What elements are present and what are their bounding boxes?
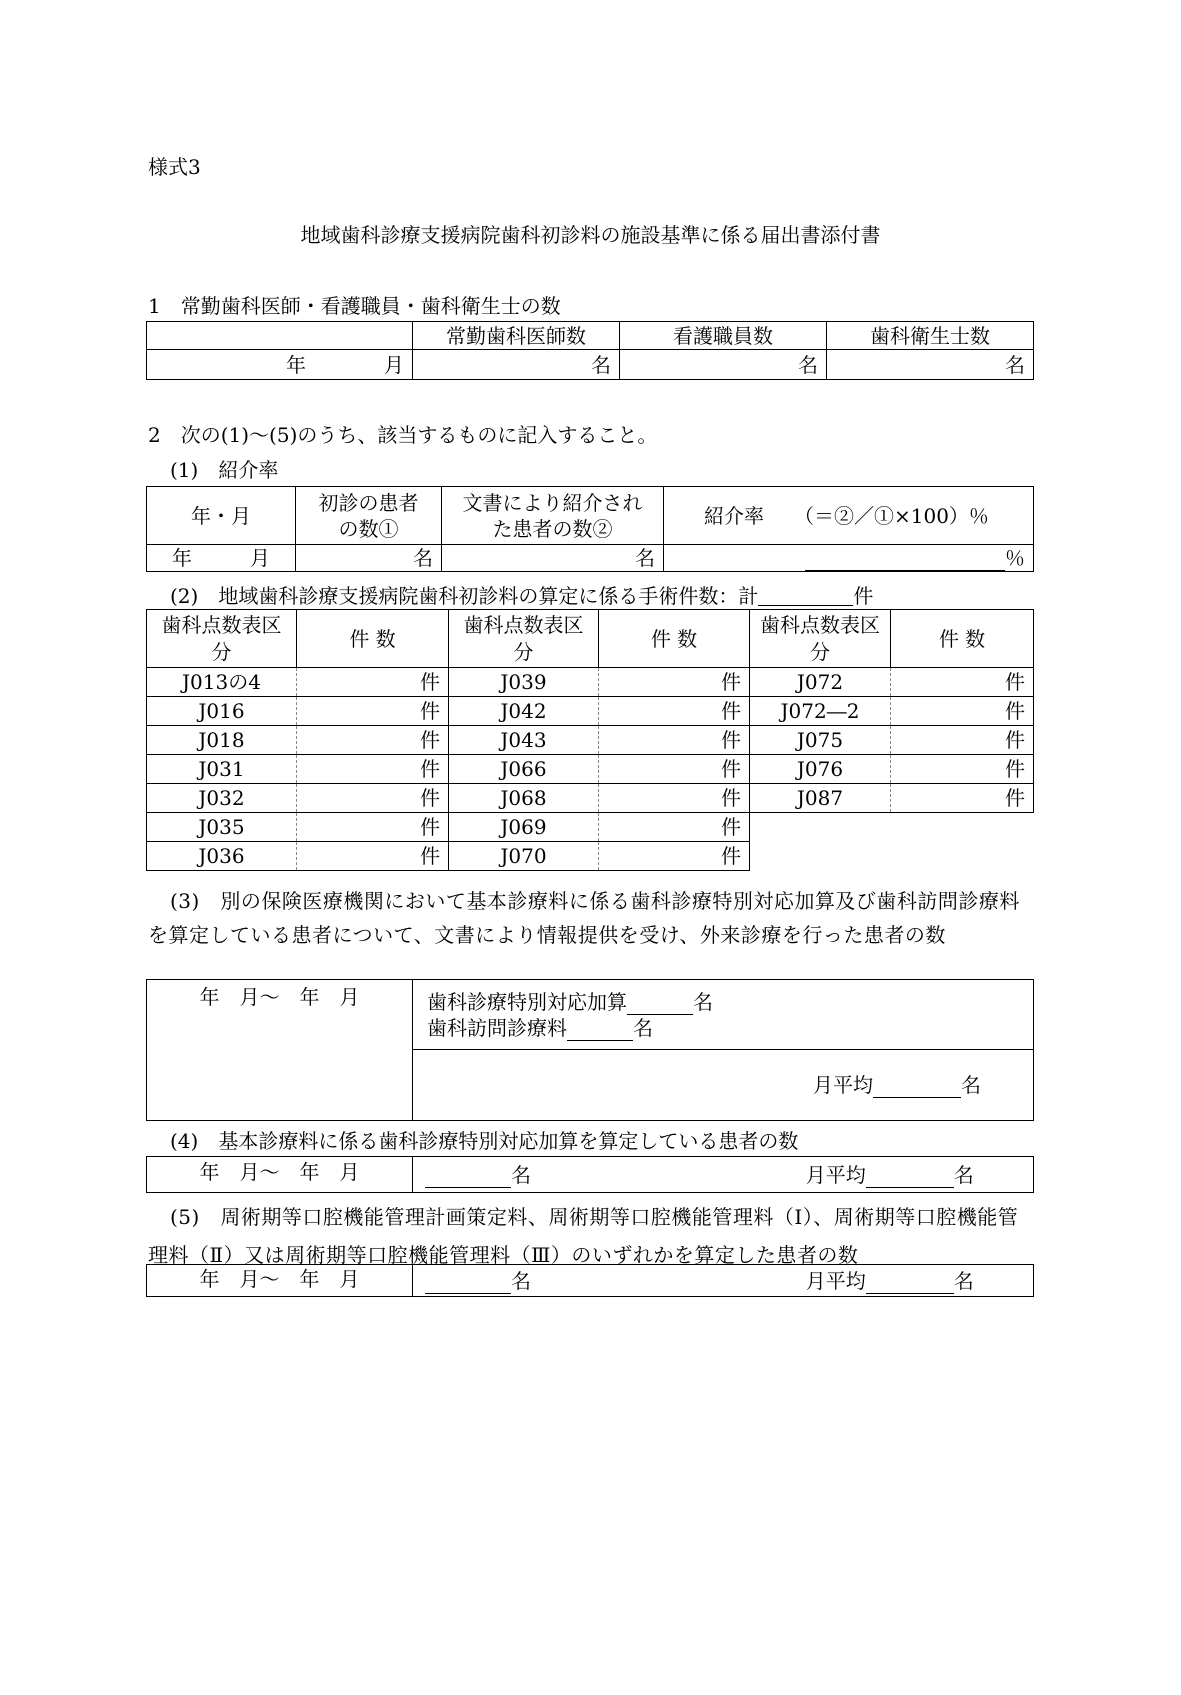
header-count-3: 件 数 xyxy=(891,610,1034,668)
home-visit-line xyxy=(427,1015,1025,1041)
unit-label: 件 xyxy=(420,844,440,868)
unit-label: 名 xyxy=(511,1268,531,1293)
unit-label: 件 xyxy=(420,757,440,781)
hygienists-count-field[interactable] xyxy=(827,350,1034,380)
count-field[interactable] xyxy=(297,842,449,871)
count-field[interactable] xyxy=(297,784,449,813)
count-field[interactable] xyxy=(599,784,750,813)
unit-label: 名 xyxy=(591,352,611,377)
surgery-count-table xyxy=(146,609,1034,871)
count-field[interactable] xyxy=(297,697,449,726)
count-field[interactable] xyxy=(297,726,449,755)
unit-label: 名 xyxy=(961,1073,981,1097)
referred-count-field[interactable] xyxy=(442,545,664,572)
code-cell: J013の4 xyxy=(147,668,297,697)
staff-date-field[interactable] xyxy=(147,350,413,380)
count-field[interactable] xyxy=(599,697,750,726)
unit-label: 件 xyxy=(721,670,741,694)
dentists-count-field[interactable] xyxy=(413,350,620,380)
header-code-3: 歯科点数表区分 xyxy=(750,610,891,668)
code-cell: J069 xyxy=(449,813,599,842)
code-cell: J087 xyxy=(750,784,891,813)
home-visit-label: 歯科訪問診療料 xyxy=(427,1015,567,1040)
code-cell: J042 xyxy=(449,697,599,726)
unit-label: 件 xyxy=(721,757,741,781)
form-number: 様式3 xyxy=(148,155,201,179)
unit-label: 件 xyxy=(1005,670,1025,694)
unit-label: 名 xyxy=(413,546,433,570)
special-care-table xyxy=(146,979,1034,1121)
code-cell: J072 xyxy=(750,668,891,697)
p5-average-blank[interactable] xyxy=(866,1273,954,1294)
code-cell: J039 xyxy=(449,668,599,697)
rate-blank-line xyxy=(805,550,1005,571)
unit-label: 件 xyxy=(1005,786,1025,810)
count-field[interactable] xyxy=(891,697,1034,726)
header-first-visit-patients: 初診の患者の数① xyxy=(296,487,442,545)
empty-cell xyxy=(750,842,1034,871)
code-cell: J072―2 xyxy=(750,697,891,726)
empty-cell xyxy=(750,813,1034,842)
unit-label: 名 xyxy=(693,989,713,1014)
unit-label: 件 xyxy=(721,844,741,868)
p3-period-field[interactable]: 年 月～ 年 月 xyxy=(147,980,413,1121)
p5-period-field[interactable]: 年 月～ 年 月 xyxy=(147,1265,413,1297)
count-field[interactable] xyxy=(891,668,1034,697)
month-label: 月 xyxy=(250,546,270,570)
unit-label: 名 xyxy=(511,1162,531,1187)
p4-period-field[interactable]: 年 月～ 年 月 xyxy=(147,1157,413,1193)
header-referral-rate: 紹介率 （＝②／①×100）％ xyxy=(664,487,1034,545)
count-field[interactable] xyxy=(891,726,1034,755)
code-cell: J076 xyxy=(750,755,891,784)
code-cell: J070 xyxy=(449,842,599,871)
count-field[interactable] xyxy=(297,668,449,697)
count-field[interactable] xyxy=(297,813,449,842)
code-cell: J043 xyxy=(449,726,599,755)
count-field[interactable] xyxy=(297,755,449,784)
monthly-average-label: 月平均 xyxy=(805,1268,866,1293)
unit-label: 件 xyxy=(721,699,741,723)
section1-heading: 1 常勤歯科医師・看護職員・歯科衛生士の数 xyxy=(148,294,561,318)
count-field[interactable] xyxy=(891,755,1034,784)
code-cell: J075 xyxy=(750,726,891,755)
header-referred-patients: 文書により紹介された患者の数② xyxy=(442,487,664,545)
monthly-average-blank[interactable] xyxy=(873,1077,961,1098)
part2-heading-text: (2) 地域歯科診療支援病院歯科初診料の算定に係る手術件数：計 xyxy=(170,584,759,608)
special-care-label: 歯科診療特別対応加算 xyxy=(427,989,627,1014)
unit-label: 件 xyxy=(420,815,440,839)
staff-count-table xyxy=(146,321,1034,380)
unit-label: 件 xyxy=(721,786,741,810)
header-nurses: 看護職員数 xyxy=(620,322,827,350)
total-unit-label: 件 xyxy=(853,584,874,608)
total-blank-line[interactable] xyxy=(758,585,853,606)
document-title: 地域歯科診療支援病院歯科初診料の施設基準に係る届出書添付書 xyxy=(300,223,881,247)
p3-average-field xyxy=(413,1050,1034,1121)
p5-counts-cell xyxy=(413,1265,1034,1297)
referral-date-field[interactable] xyxy=(147,545,296,572)
unit-label: 件 xyxy=(1005,757,1025,781)
header-hygienists: 歯科衛生士数 xyxy=(827,322,1034,350)
p5-count-blank[interactable] xyxy=(425,1273,511,1294)
p4-table xyxy=(146,1156,1034,1193)
unit-label: 件 xyxy=(1005,728,1025,752)
first-visit-count-field[interactable] xyxy=(296,545,442,572)
home-visit-blank[interactable] xyxy=(567,1020,633,1041)
count-field[interactable] xyxy=(599,813,750,842)
header-code-2: 歯科点数表区分 xyxy=(449,610,599,668)
unit-label: 件 xyxy=(420,786,440,810)
unit-label: 名 xyxy=(953,1268,974,1293)
year-label: 年 xyxy=(286,352,306,377)
unit-label: 件 xyxy=(721,815,741,839)
code-cell: J035 xyxy=(147,813,297,842)
unit-label: 件 xyxy=(420,728,440,752)
code-cell: J068 xyxy=(449,784,599,813)
count-field[interactable] xyxy=(599,668,750,697)
part2-heading xyxy=(170,585,873,606)
p4-counts-cell xyxy=(413,1157,1034,1193)
staff-blank-header xyxy=(147,322,413,350)
unit-label: 名 xyxy=(635,546,655,570)
p4-count-blank[interactable] xyxy=(425,1167,511,1188)
part3-heading: (3) 別の保険医療機関において基本診療料に係る歯科診療特別対応加算及び歯科訪問診療料を算定している患者について、文書により情報提供を受け、外来診療を行った患者の数 xyxy=(148,889,1020,947)
code-cell: J066 xyxy=(449,755,599,784)
count-field[interactable] xyxy=(599,726,750,755)
p4-average-blank[interactable] xyxy=(866,1167,954,1188)
referral-rate-field[interactable] xyxy=(664,545,1034,572)
header-year-month: 年・月 xyxy=(147,487,296,545)
month-label: 月 xyxy=(384,352,404,377)
unit-label: 名 xyxy=(798,352,818,377)
header-code-1: 歯科点数表区分 xyxy=(147,610,297,668)
monthly-average-label: 月平均 xyxy=(805,1162,866,1187)
special-care-blank[interactable] xyxy=(627,994,693,1015)
code-cell: J031 xyxy=(147,755,297,784)
p5-table xyxy=(146,1264,1034,1297)
count-field[interactable] xyxy=(891,784,1034,813)
count-field[interactable] xyxy=(599,842,750,871)
unit-label: 名 xyxy=(1005,352,1025,377)
p3-counts-cell xyxy=(413,980,1034,1050)
unit-label: 件 xyxy=(1005,699,1025,723)
count-field[interactable] xyxy=(599,755,750,784)
unit-label: 名 xyxy=(953,1162,974,1187)
header-count-1: 件 数 xyxy=(297,610,449,668)
special-care-line xyxy=(427,989,1025,1015)
nurses-count-field[interactable] xyxy=(620,350,827,380)
header-count-2: 件 数 xyxy=(599,610,750,668)
header-dentists: 常勤歯科医師数 xyxy=(413,322,620,350)
code-cell: J032 xyxy=(147,784,297,813)
code-cell: J036 xyxy=(147,842,297,871)
section2-heading: 2 次の(1)～(5)のうち、該当するものに記入すること。 xyxy=(148,423,658,447)
unit-label: 件 xyxy=(420,670,440,694)
unit-label: 名 xyxy=(633,1015,653,1040)
year-label: 年 xyxy=(172,546,192,570)
unit-label: 件 xyxy=(420,699,440,723)
monthly-average-label: 月平均 xyxy=(813,1073,873,1097)
part1-heading: (1) 紹介率 xyxy=(170,458,279,482)
code-cell: J016 xyxy=(147,697,297,726)
unit-label: 件 xyxy=(721,728,741,752)
code-cell: J018 xyxy=(147,726,297,755)
part4-heading: (4) 基本診療料に係る歯科診療特別対応加算を算定している患者の数 xyxy=(170,1129,799,1153)
referral-rate-table xyxy=(146,486,1034,572)
percent-label: ％ xyxy=(1005,546,1025,570)
part5-heading: (5) 周術期等口腔機能管理計画策定料、周術期等口腔機能管理料（Ⅰ）、周術期等口腔機能管理料（Ⅱ）又は周術期等口腔機能管理料（Ⅲ）のいずれかを算定した患者の数 xyxy=(148,1205,1019,1267)
